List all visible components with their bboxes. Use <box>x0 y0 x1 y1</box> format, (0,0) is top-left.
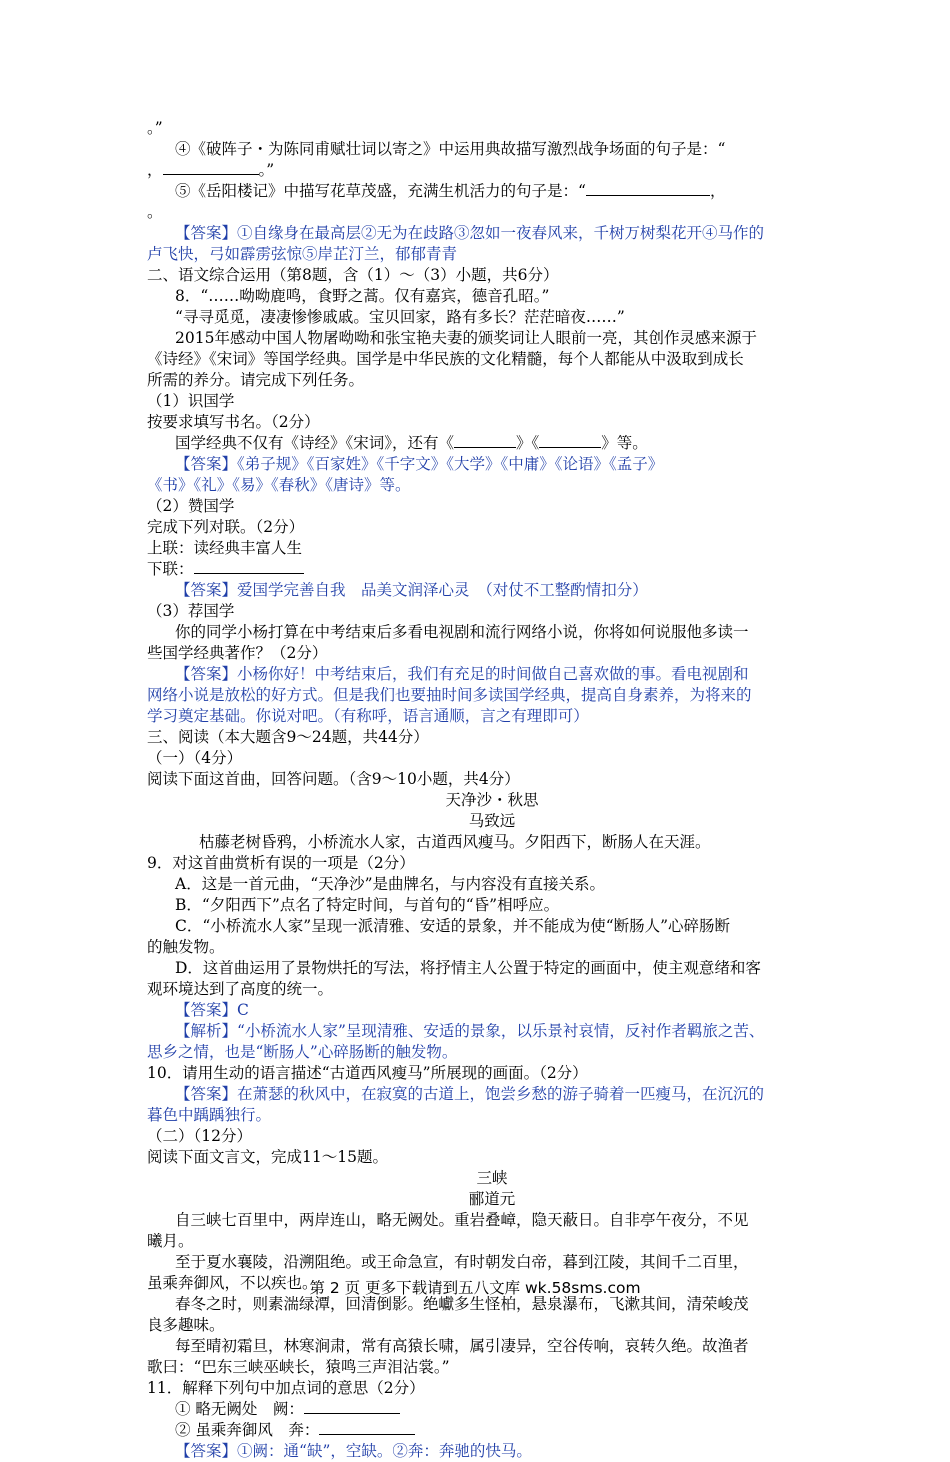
answer-blank <box>539 433 601 448</box>
question-line: 10．请用生动的语言描述“古道西风瘦马”所展现的画面。（2分） <box>147 1064 588 1082</box>
poem-text: 枯藤老树昏鸦，小桥流水人家，古道西风瘦马。夕阳西下，断肠人在天涯。 <box>199 833 711 851</box>
answer-line: 【答案】C <box>175 1001 249 1019</box>
question-line: ① 略无阙处 阙： <box>147 1399 837 1420</box>
text-line: 。 <box>147 203 163 221</box>
text-line: 《诗经》《宋词》等国学经典。国学是中华民族的文化精髓，每个人都能从中汲取到成长 <box>147 350 744 368</box>
poem-author: 马致远 <box>468 812 516 830</box>
answer-tag: 【答案】 <box>175 581 238 599</box>
subsection-heading: （2）赞国学 <box>147 497 235 515</box>
subsection-heading: （一）（4分） <box>147 749 243 767</box>
answer-line: 《书》《礼》《易》《春秋》《唐诗》等。 <box>147 476 411 494</box>
text-line: 阅读下面文言文，完成11～15题。 <box>147 1148 388 1166</box>
answer-tag: 【答案】 <box>175 1001 238 1019</box>
essay-paragraph: 春冬之时，则素湍绿潭，回清倒影。绝巘多生怪柏，悬泉瀑布，飞漱其间，清荣峻茂 <box>175 1295 749 1313</box>
essay-paragraph: 自三峡七百里中，两岸连山，略无阙处。重岩叠嶂，隐天蔽日。自非亭午夜分，不见 <box>175 1211 749 1229</box>
essay-title: 三峡 <box>476 1169 508 1187</box>
document-body <box>147 118 837 1462</box>
answer-blank <box>194 559 304 574</box>
answer-line: 【答案】①自缘身在最高层②无为在歧路③忽如一夜春风来，千树万树梨花开④马作的 <box>175 224 765 242</box>
analysis-line: 思乡之情，也是“断肠人”心碎肠断的触发物。 <box>147 1043 458 1061</box>
question-line: 国学经典不仅有《诗经》《宋词》，还有《 》《 》等。 <box>175 434 648 452</box>
answer-line: 学习奠定基础。你说对吧。（有称呼，语言通顺，言之有理即可） <box>147 707 589 725</box>
answer-tag: 【答案】 <box>175 224 238 242</box>
option-c: C．“小桥流水人家”呈现一派清雅、安适的景象，并不能成为使“断肠人”心碎肠断 <box>175 917 731 935</box>
analysis-tag: 【解析】 <box>175 1022 238 1040</box>
answer-tag: 【答案】 <box>175 455 238 473</box>
question-line: 11．解释下列句中加点词的意思（2分） <box>147 1379 425 1397</box>
essay-paragraph: 虽乘奔御风，不以疾也。 <box>147 1274 318 1292</box>
text-line: 些国学经典著作？（2分） <box>147 644 328 662</box>
answer-tag: 【答案】 <box>175 1442 238 1460</box>
answer-blank <box>304 1399 400 1414</box>
page-footer: 第 2 页 更多下载请到五八文库 wk.58sms.com <box>309 1279 641 1297</box>
answer-tag: 【答案】 <box>175 665 238 683</box>
essay-paragraph: 良多趣味。 <box>147 1316 225 1334</box>
answer-line: 【答案】在萧瑟的秋风中，在寂寞的古道上，饱尝乡愁的游子骑着一匹瘦马，在沉沉的 <box>175 1085 765 1103</box>
text-line: 所需的养分。请完成下列任务。 <box>147 371 365 389</box>
answer-blank <box>454 433 516 448</box>
answer-line: 【答案】①阙：通“缺”，空缺。②奔：奔驰的快马。 <box>175 1442 532 1460</box>
subsection-heading: （二）（12分） <box>147 1127 252 1145</box>
poem-title: 天净沙・秋思 <box>445 791 539 809</box>
answer-line: 【答案】爱国学完善自我 品美文润泽心灵 （对仗不工整酌情扣分） <box>175 581 648 599</box>
text-line: 按要求填写书名。（2分） <box>147 413 320 431</box>
question-line: 9．对这首曲赏析有误的一项是（2分） <box>147 854 415 872</box>
section-heading: 三、阅读（本大题含9～24题，共44分） <box>147 728 429 746</box>
text-line: 的触发物。 <box>147 938 225 956</box>
text-line: 。” <box>147 119 163 137</box>
text-line: 阅读下面这首曲，回答问题。（含9～10小题，共4分） <box>147 770 520 788</box>
essay-paragraph: 歌曰：“巴东三峡巫峡长，猿鸣三声泪沾裳。” <box>147 1358 450 1376</box>
analysis-line: 【解析】“小桥流水人家”呈现清雅、安适的景象，以乐景衬哀情，反衬作者羁旅之苦、 <box>175 1022 765 1040</box>
subsection-heading: （1）识国学 <box>147 392 235 410</box>
answer-blank <box>319 1420 415 1435</box>
option-b: B．“夕阳西下”点名了特定时间，与首句的“昏”相呼应。 <box>175 896 560 914</box>
essay-paragraph: 每至晴初霜旦，林寒涧肃，常有高猿长啸，属引凄异，空谷传响，哀转久绝。故渔者 <box>175 1337 749 1355</box>
essay-paragraph: 曦月。 <box>147 1232 194 1250</box>
answer-line: 【答案】《弟子规》《百家姓》《千字文》《大学》《中庸》《论语》《孟子》 <box>175 455 664 473</box>
answer-blank <box>586 181 710 196</box>
question-line: ⑤《岳阳楼记》中描写花草茂盛，充满生机活力的句子是：“ ， <box>175 182 726 200</box>
option-a: A．这是一首元曲，“天净沙”是曲牌名，与内容没有直接关系。 <box>175 875 606 893</box>
section-heading: 二、语文综合运用（第8题，含（1）～（3）小题，共6分） <box>147 266 559 284</box>
essay-author: 郦道元 <box>468 1190 516 1208</box>
question-line: ④《破阵子・为陈同甫赋壮词以寄之》中运用典故描写激烈战争场面的句子是：“ <box>175 140 726 158</box>
answer-line: 【答案】小杨你好！中考结束后，我们有充足的时间做自己喜欢做的事。看电视剧和 <box>175 665 749 683</box>
text-line: 完成下列对联。（2分） <box>147 518 305 536</box>
text-line: “寻寻觅觅，凄凄惨惨戚戚。宝贝回家，路有多长？茫茫暗夜……” <box>175 308 625 326</box>
question-line: 你的同学小杨打算在中考结束后多看电视剧和流行网络小说，你将如何说服他多读一 <box>175 623 749 641</box>
question-line: 8．“……呦呦鹿鸣，食野之蒿。仅有嘉宾，德音孔昭。” <box>175 287 550 305</box>
option-d: D．这首曲运用了景物烘托的写法，将抒情主人公置于特定的画面中，使主观意绪和客 <box>175 959 761 977</box>
subsection-heading: （3）荐国学 <box>147 602 235 620</box>
answer-tag: 【答案】 <box>175 1085 238 1103</box>
answer-line: 卢飞快，弓如霹雳弦惊⑤岸芷汀兰，郁郁青青 <box>147 245 458 263</box>
question-line: ② 虽乘奔御风 奔： <box>147 1420 837 1441</box>
answer-line: 网络小说是放松的好方式。但是我们也要抽时间多读国学经典，提高自身素养，为将来的 <box>147 686 752 704</box>
text-line: 观环境达到了高度的统一。 <box>147 980 334 998</box>
essay-paragraph: 至于夏水襄陵，沿溯阻绝。或王命急宣，有时朝发白帝，暮到江陵，其间千二百里， <box>175 1253 749 1271</box>
text-line: ， 。” <box>147 161 275 179</box>
text-line: 2015年感动中国人物屠呦呦和张宝艳夫妻的颁奖词让人眼前一亮，其创作灵感来源于 <box>175 329 757 347</box>
answer-blank <box>163 160 259 175</box>
text-line: 下联： <box>147 559 837 580</box>
text-line: 上联：读经典丰富人生 <box>147 539 303 557</box>
answer-line: 暮色中踽踽独行。 <box>147 1106 272 1124</box>
